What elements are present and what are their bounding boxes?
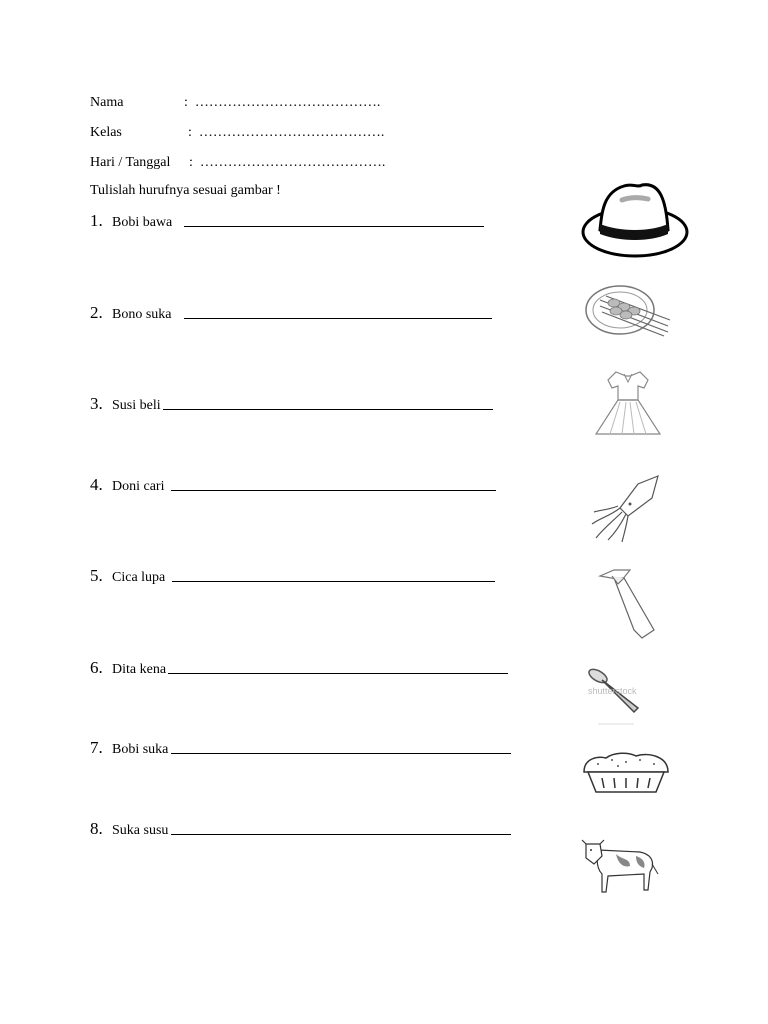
field-nama	[90, 95, 380, 111]
field-label: Hari / Tanggal	[90, 155, 171, 170]
squid-icon	[588, 472, 668, 544]
answer-line[interactable]	[184, 225, 484, 227]
question-7	[90, 738, 511, 758]
field-separator: :	[188, 125, 192, 140]
question-number: 3.	[90, 394, 103, 413]
answer-line[interactable]	[171, 833, 511, 835]
question-number: 4.	[90, 475, 103, 494]
question-number: 8.	[90, 819, 103, 838]
dress-icon	[588, 368, 668, 444]
question-text: Bobi suka	[112, 742, 169, 757]
field-kelas	[90, 125, 384, 141]
field-dots: ………………………………….	[198, 125, 385, 140]
question-number: 6.	[90, 658, 103, 677]
question-text: Bono suka	[112, 307, 172, 322]
field-separator: :	[189, 155, 193, 170]
question-5	[90, 566, 495, 586]
answer-line[interactable]	[172, 580, 495, 582]
field-label: Kelas	[90, 125, 122, 140]
question-text: Cica lupa	[112, 570, 166, 585]
instruction: Tulislah hurufnya sesuai gambar !	[90, 183, 281, 198]
satay-icon	[576, 276, 676, 342]
question-8	[90, 819, 511, 839]
question-3	[90, 394, 493, 414]
nail-icon	[584, 664, 656, 728]
cow-icon	[580, 834, 660, 898]
question-number: 5.	[90, 566, 103, 585]
question-2	[90, 303, 492, 323]
field-separator: :	[184, 95, 188, 110]
hat-icon	[580, 180, 694, 262]
question-6	[90, 658, 508, 678]
answer-line[interactable]	[184, 317, 492, 319]
question-text: Dita kena	[112, 662, 167, 677]
answer-line[interactable]	[163, 408, 493, 410]
tie-icon	[594, 566, 660, 642]
answer-line[interactable]	[168, 672, 508, 674]
question-4	[90, 475, 496, 495]
question-text: Doni cari	[112, 479, 165, 494]
field-dots: ………………………………….	[194, 95, 381, 110]
question-1	[90, 211, 484, 231]
question-text: Suka susu	[112, 823, 169, 838]
question-text: Susi beli	[112, 398, 161, 413]
field-label: Nama	[90, 95, 124, 110]
field-hari-tanggal	[90, 155, 385, 171]
answer-line[interactable]	[171, 489, 496, 491]
pie-icon	[578, 748, 674, 798]
question-number: 2.	[90, 303, 103, 322]
question-number: 1.	[90, 211, 103, 230]
answer-line[interactable]	[171, 752, 511, 754]
watermark-text: shutterstock	[588, 686, 637, 696]
field-dots: ………………………………….	[199, 155, 386, 170]
question-number: 7.	[90, 738, 103, 757]
question-text: Bobi bawa	[112, 215, 173, 230]
